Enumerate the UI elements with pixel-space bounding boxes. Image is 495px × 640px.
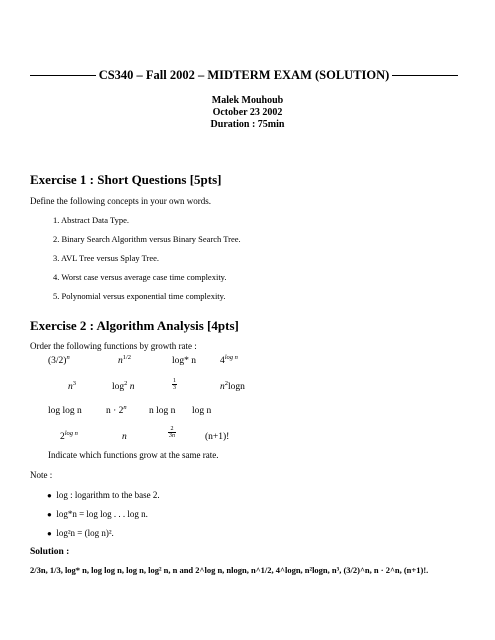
exam-date: October 23 2002 (212, 107, 283, 118)
function-cell: $n^{1/2}$ (118, 354, 132, 366)
exercise2-heading: Exercise 2 : Algorithm Analysis [4pts] (30, 318, 239, 333)
solution-text: 2/3n, 1/3, log* n, log log n, log n, log² n, n and 2^log n, nlogn, n^1/2, 4^logn, n²logn, n³, (3/2)^n, n · 2^n, (n+1)!. (30, 565, 429, 575)
function-cell: n (122, 432, 127, 442)
solution-label: Solution : (30, 547, 70, 557)
title-rule-right (392, 75, 458, 76)
exercise1-item: 3. AVL Tree versus Splay Tree. (53, 253, 160, 263)
exam-title: CS340 – Fall 2002 – MIDTERM EXAM (SOLUTION) (98, 67, 390, 82)
bullet-icon: ● (47, 491, 52, 500)
function-row-1: $(3/2)^n$ (48, 354, 70, 366)
exercise1-heading: Exercise 1 : Short Questions [5pts] (30, 172, 222, 187)
function-cell: log log n (48, 406, 82, 416)
exercise1-item: 1. Abstract Data Type. (53, 215, 129, 225)
note-item: ● log : logarithm to the base 2. (47, 490, 160, 500)
exam-duration: Duration : 75min (210, 119, 285, 130)
exercise1-item: 2. Binary Search Algorithm versus Binary Search Tree. (53, 234, 241, 244)
function-cell: (n+1)! (205, 432, 230, 442)
note-item: ● log*n = log log . . . log n. (47, 509, 148, 519)
function-cell: log n (192, 406, 212, 416)
function-cell: $n^3$ (68, 380, 76, 392)
function-cell: $4^{log n}$ (220, 354, 238, 366)
exercise2-intro: Order the following functions by growth rate : (30, 341, 197, 351)
function-cell: n log n (149, 406, 176, 416)
exam-title-row (30, 66, 458, 84)
exercise1-item: 4. Worst case versus average case time complexity. (53, 272, 227, 282)
note-item: ● log²n = (log n)². (47, 528, 114, 538)
author-name: Malek Mouhoub (211, 95, 284, 106)
function-cell: $n \cdot 2^n$ (106, 404, 127, 416)
function-cell: $\frac{2}{3n}$ (169, 426, 175, 439)
bullet-icon: ● (47, 510, 52, 519)
title-rule-left (30, 75, 96, 76)
function-cell: $\log^2 n$ (112, 380, 135, 392)
function-cell: $n^2\log n$ (220, 380, 245, 392)
function-cell: $2^{log n}$ (60, 430, 78, 442)
function-cell: log* n (172, 356, 197, 366)
function-cell: $\frac{1}{3}$ (173, 378, 176, 391)
exercise1-intro: Define the following concepts in your own words. (30, 196, 211, 206)
bullet-icon: ● (47, 529, 52, 538)
exercise1-item: 5. Polynomial versus exponential time complexity. (53, 291, 226, 301)
note-label: Note : (30, 470, 53, 480)
same-rate-instruction: Indicate which functions grow at the same rate. (48, 450, 219, 460)
